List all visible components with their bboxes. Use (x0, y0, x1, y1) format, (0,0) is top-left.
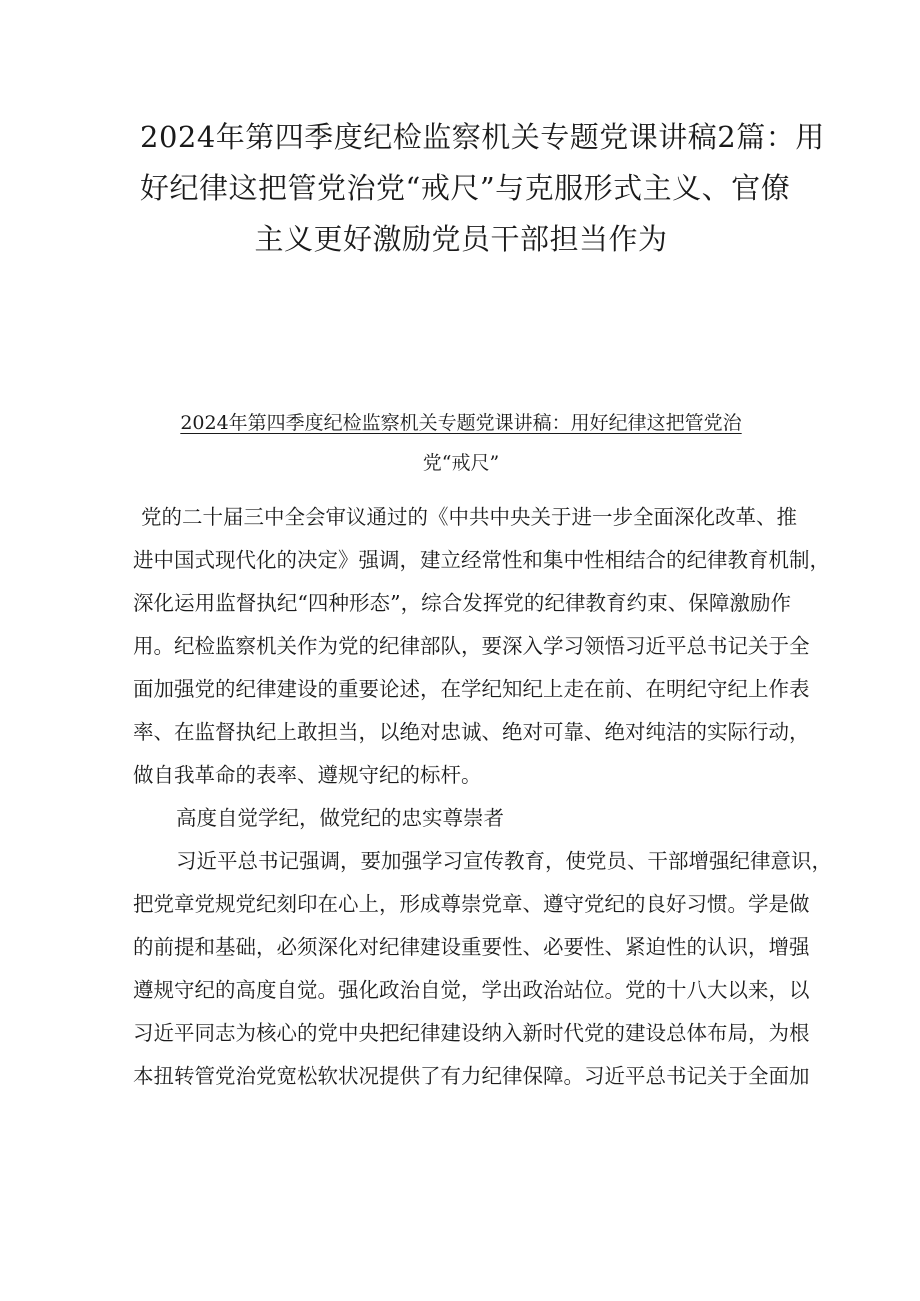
paragraph-study (0, 840, 920, 1098)
body-text (0, 496, 920, 1098)
main-title (140, 112, 825, 265)
paragraph-line: 习近平同志为核心的党中央把纪律建设纳入新时代党的建设总体布局，为根 (133, 1021, 810, 1045)
main-title-line: 好纪律这把管党治党“戒尺”与克服形式主义、官僚 (140, 171, 791, 205)
paragraph-line: 习近平总书记强调，要加强学习宣传教育，使党员、干部增强纪律意识， (176, 849, 832, 873)
paragraph-line: 遵规守纪的高度自觉。强化政治自觉，学出政治站位。党的十八大以来，以 (133, 978, 810, 1002)
paragraph-line: 做自我革命的表率、遵规守纪的标杆。 (133, 763, 482, 787)
main-title-line: 主义更好激励党员干部担当作为 (254, 222, 668, 256)
paragraph-line: 本扭转管党治党宽松软状况提供了有力纪律保障。习近平总书记关于全面加 (133, 1064, 810, 1088)
paragraph-line: 把党章党规党纪刻印在心上，形成尊崇党章、遵守党纪的良好习惯。学是做 (133, 892, 810, 916)
section-title (150, 403, 772, 483)
paragraph-line: 的前提和基础，必须深化对纪律建设重要性、必要性、紧迫性的认识，增强 (133, 935, 810, 959)
paragraph-line: 用。纪检监察机关作为党的纪律部队，要深入学习领悟习近平总书记关于全 (133, 634, 810, 658)
paragraph-line: 深化运用监督执纪“四种形态”，综合发挥党的纪律教育约束、保障激励作 (133, 591, 791, 615)
section-title-line: 2024年第四季度纪检监察机关专题党课讲稿：用好纪律这把管党治 (180, 412, 742, 434)
section-heading: 高度自觉学纪，做党纪的忠实尊崇者 (176, 806, 504, 830)
section-title-line: 党“戒尺” (422, 452, 500, 474)
paragraph-line: 党的二十届三中全会审议通过的《中共中央关于进一步全面深化改革、推 (141, 505, 797, 529)
paragraph-line: 率、在监督执纪上敢担当，以绝对忠诚、绝对可靠、绝对纯洁的实际行动， (133, 720, 810, 744)
paragraph-line: 进中国式现代化的决定》强调，建立经常性和集中性相结合的纪律教育机制， (133, 548, 830, 572)
paragraph-line: 面加强党的纪律建设的重要论述，在学纪知纪上走在前、在明纪守纪上作表 (133, 677, 810, 701)
paragraph-intro (0, 496, 920, 797)
main-title-line: 2024年第四季度纪检监察机关专题党课讲稿2篇：用 (140, 120, 825, 154)
